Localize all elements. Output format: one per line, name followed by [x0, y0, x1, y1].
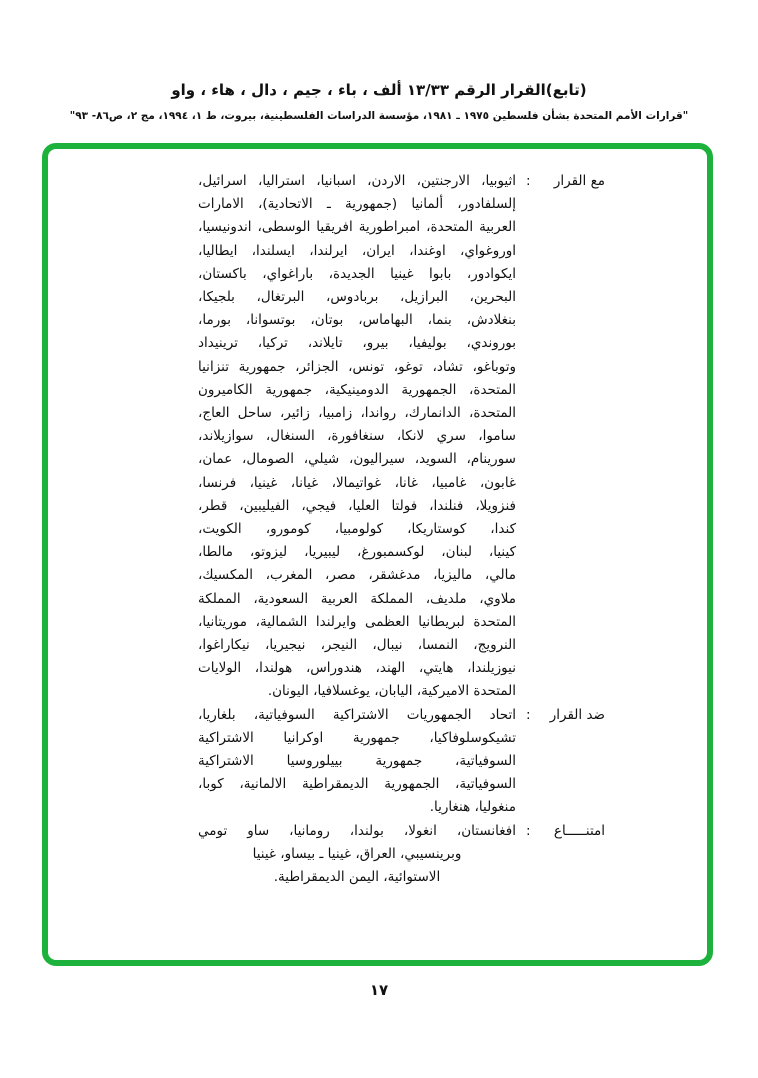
label-colon: :: [526, 706, 531, 723]
vote-body: [198, 820, 516, 890]
text-line: وتوباغو، تشاد، توغو، تونس، الجزائر، جمهورية تنزانيا: [198, 358, 516, 375]
text-line: إلسلفادور، ألمانيا (جمهورية ـ الاتحادية)، الامارات: [198, 196, 516, 213]
label-colon: :: [526, 822, 531, 839]
vote-label: امتنـــــاع: [553, 822, 605, 839]
text-line: المتحدة لبريطانيا العظمى وايرلندا الشمالية، موريتانيا،: [198, 613, 516, 630]
text-line: ساموا، سري لانكا، سنغافورة، السنغال، سوازيلاند،: [198, 428, 516, 445]
text-line: المتحدة الاميركية، اليابان، يوغسلافيا، اليونان.: [267, 683, 516, 700]
text-line: افغانستان، انغولا، بولندا، رومانيا، ساو تومي: [198, 822, 516, 839]
text-line: البحرين، البرازيل، بربادوس، البرتغال، بلجيكا،: [198, 289, 516, 306]
green-frame: [42, 143, 713, 966]
vote-label-cell: [525, 820, 605, 843]
text-line: ايكوادور، بابوا غينيا الجديدة، باراغواي، باكستان،: [198, 265, 516, 282]
text-line: العربية المتحدة، امبراطورية افريقيا الوسطى، اندونيسيا،: [198, 219, 516, 236]
text-line: اوروغواي، اوغندا، ايران، ايرلندا، ايسلندا، ايطاليا،: [198, 242, 516, 259]
text-line: اثيوبيا، الارجنتين، الاردن، اسبانيا، استراليا، اسرائيل،: [198, 173, 516, 189]
text-line: السوفياتية، جمهورية بييلوروسيا الاشتراكية: [198, 753, 516, 770]
source-citation: "قرارات الأمم المتحدة بشأن فلسطين ١٩٧٥ ـ ١٩٨١، مؤسسة الدراسات الفلسطينية، بيروت، ط ١، ١٩٩٤، مج ٢، ص٨٦- ٩٣": [69, 110, 689, 122]
vote-body: [198, 170, 516, 704]
vote-sections: [48, 149, 707, 889]
text-line: كندا، كوستاريكا، كولومبيا، كومورو، الكويت،: [198, 521, 516, 538]
vote-section: [198, 704, 605, 820]
text-line: الاستوائية، اليمن الديمقراطية.: [273, 869, 441, 886]
text-line: اتحاد الجمهوريات الاشتراكية السوفياتية، بلغاريا،: [198, 706, 516, 723]
text-line: النرويج، النمسا، نيبال، النيجر، نيجيريا، نيكاراغوا،: [198, 637, 516, 654]
text-line: السوفياتية، الجمهورية الديمقراطية الالمانية، كوبا،: [198, 776, 516, 793]
vote-label: مع القرار: [553, 173, 605, 189]
text-line: المتحدة، الدانمارك، رواندا، زامبيا، زائير، ساحل العاج،: [198, 405, 516, 422]
text-line: بوروندي، بوليفيا، بيرو، تايلاند، تركيا، ترينيداد: [198, 335, 516, 352]
text-line: فنزويلا، فنلندا، فولتا العليا، فيجي، الفيليبين، قطر،: [198, 497, 516, 514]
text-line: تشيكوسلوفاكيا، جمهورية اوكرانيا الاشتراكية: [198, 729, 516, 746]
text-line: سورينام، السويد، سيراليون، شيلي، الصومال، عمان،: [198, 451, 516, 468]
vote-section: [198, 820, 605, 890]
resolution-title: (تابع)القرار الرقم ١٣/٣٣ ألف ، باء ، جيم ، دال ، هاء ، واو: [171, 81, 587, 99]
vote-label-cell: [525, 170, 605, 193]
text-line: مالي، ماليزيا، مدغشقر، مصر، المغرب، المكسيك،: [198, 567, 516, 584]
label-colon: :: [526, 173, 531, 189]
text-line: غابون، غامبيا، غانا، غواتيمالا، غيانا، غينيا، فرنسا،: [198, 474, 516, 491]
text-line: وبرينسيبي، العراق، غينيا ـ بيساو، غينيا: [252, 845, 462, 862]
page-header: [0, 78, 758, 125]
vote-label-cell: [525, 704, 605, 727]
text-line: ملاوي، ملديف، المملكة العربية السعودية، المملكة: [198, 590, 516, 607]
vote-section: [198, 170, 605, 704]
text-line: كينيا، لبنان، لوكسمبورغ، ليبيريا، ليزوتو، مالطا،: [198, 544, 516, 561]
text-line: بنغلادش، بنما، البهاماس، بوتان، بوتسوانا، بورما،: [198, 312, 516, 329]
vote-body: [198, 704, 516, 820]
text-line: منغوليا، هنغاريا.: [429, 799, 516, 816]
vote-label: ضد القرار: [549, 706, 605, 723]
page-number: ١٧: [369, 981, 389, 999]
text-line: نيوزيلندا، هايتي، الهند، هندوراس، هولندا، الولايات: [198, 660, 516, 677]
text-line: المتحدة، الجمهورية الدومينيكية، جمهورية الكاميرون: [198, 381, 516, 398]
